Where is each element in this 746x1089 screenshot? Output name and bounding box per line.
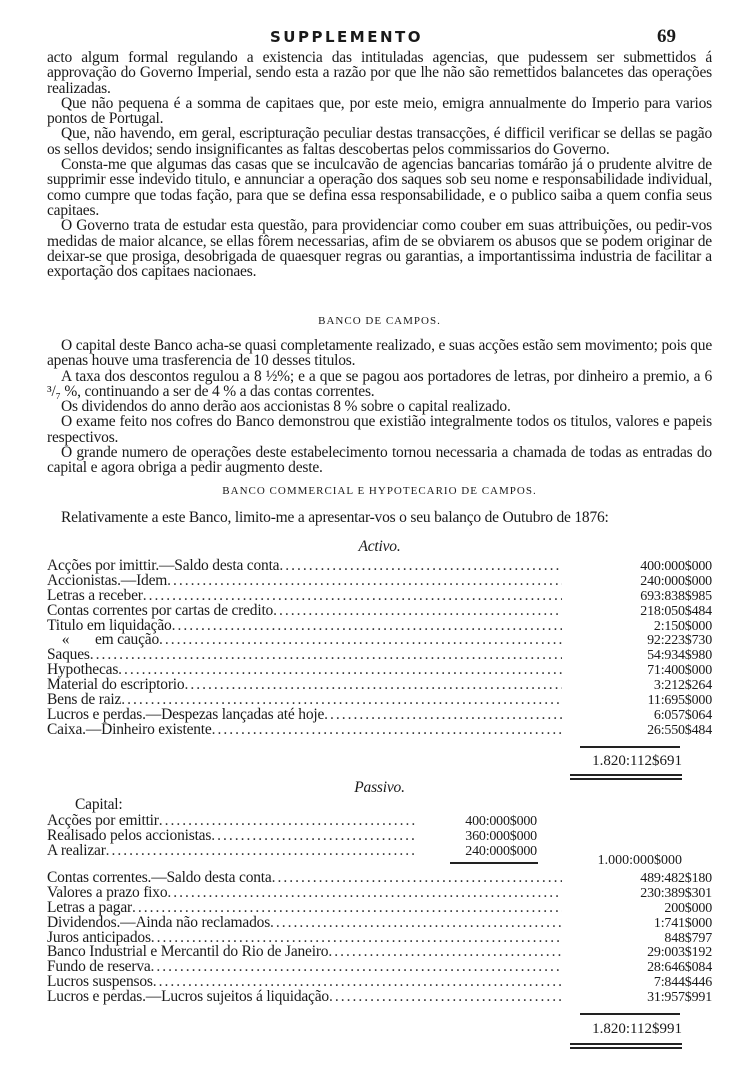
dot-leader (172, 618, 562, 633)
dot-leader (272, 870, 562, 885)
paragraph: Consta-me que algumas das casas que se inculcavão de agencias bancarias tomárão já o prudente alvitre de supprimir esse indevido titulo, e annunciar a operação dos saques sob seu nome e responsabilidade individual, como cumpre que todas fação, para que se defina essa responsabilidade, e o publico saiba a quem confia seus capitaes. (47, 156, 712, 219)
row-amount: 400:000$000 (465, 814, 537, 829)
row-label: Hypothecas (47, 661, 119, 679)
activo-total: 1.820:112$691 (592, 753, 682, 769)
table-row (47, 989, 712, 1004)
row-amount: 6:057$064 (653, 707, 712, 723)
dot-leader (118, 662, 562, 677)
row-label: Contas correntes por cartas de credito (47, 601, 274, 619)
dot-leader (184, 677, 562, 692)
row-label: Accionistas.—Idem (47, 571, 168, 589)
capital-subtotal-rule (450, 862, 538, 864)
table-row (47, 692, 712, 707)
row-amount: 26:550$484 (647, 722, 712, 738)
dot-leader (212, 722, 562, 737)
dot-leader (132, 900, 562, 915)
table-row (47, 944, 712, 959)
row-label: Valores a prazo fixo (47, 883, 168, 901)
table-row (47, 813, 537, 828)
table-row (47, 843, 537, 858)
table-row (47, 870, 712, 885)
table-row (47, 603, 712, 618)
page-header (0, 28, 746, 48)
activo-table (47, 558, 712, 737)
running-title: SUPPLEMENTO (270, 28, 423, 46)
row-amount: 31:957$991 (647, 990, 712, 1006)
row-label: Material do escriptorio (47, 676, 185, 694)
row-amount: 218:050$484 (640, 603, 712, 619)
paragraph: acto algum formal regulando a existencia das intituladas agencias, que pudessem ser submettidos á approvação do Governo Imperial, sendo esta a razão por que lhe não são remettidos balancetes das operações realizadas. (47, 49, 712, 97)
row-amount: 1:741$000 (653, 915, 712, 931)
total-double-rule (570, 1043, 682, 1049)
table-row (47, 959, 712, 974)
table-row (47, 558, 712, 573)
paragraph: O Governo trata de estudar esta questão, para providenciar como couber em suas attribuições, ou pedir-vos medidas de maior alcance, se ellas fôrem necessarias, afim de se obviarem os abusos que se podem originar de deixar-se que prosiga, desobrigada de quaesquer regras ou garantias, a importantissima industria de facilitar a exportação dos capitaes nacionaes. (47, 217, 712, 281)
dot-leader (329, 989, 562, 1004)
section-heading-banco-campos: BANCO DE CAMPOS. (318, 315, 441, 327)
row-amount: 693:838$985 (640, 588, 712, 604)
row-label: Caixa.—Dinheiro existente (47, 720, 212, 738)
dot-leader (106, 843, 417, 858)
passivo-title: Passivo. (354, 779, 405, 796)
table-row (47, 885, 712, 900)
dot-leader (151, 959, 562, 974)
paragraph: Os dividendos do anno derão aos accionistas 8 % sobre o capital realizado. (61, 398, 511, 416)
subtotal-rule (580, 746, 680, 748)
row-label: Bens de raiz (47, 691, 122, 709)
paragraph: O grande numero de operações deste estabelecimento tornou necessaria a chamada de todas as entradas do capital e agora obriga a pedir augmento deste. (47, 444, 712, 477)
row-amount: 54:934$980 (647, 648, 712, 664)
paragraph: A taxa dos descontos regulou a 8 ½%; e a que se pagou aos portadores de letras, por dinheiro a premio, a 6 ³/₇ %, continuando a ser de 4 % a das contas correntes. (47, 367, 712, 400)
row-label: « em caução (47, 631, 160, 649)
dot-leader (167, 885, 562, 900)
paragraph: Que, não havendo, em geral, escripturação peculiar destas transacções, é difficil verificar se dellas se pagão os sellos devidos; sendo insignificantes as faltas descobertas pelos commissarios do Governo. (47, 125, 712, 158)
row-label: Contas correntes.—Saldo desta conta (47, 869, 272, 886)
table-row (47, 618, 712, 633)
row-amount: 29:003$192 (647, 945, 712, 961)
intro-section (47, 50, 712, 279)
row-label: Dividendos.—Ainda não reclamados (47, 913, 271, 931)
dot-leader (159, 813, 417, 828)
row-amount: 71:400$000 (647, 663, 712, 679)
paragraph: O capital deste Banco acha-se quasi completamente realizado, e suas acções estão sem movimento; pois que apenas houve uma trasferencia de 10 desses titulos. (47, 337, 712, 370)
table-row (47, 722, 712, 737)
dot-leader (143, 588, 562, 603)
dot-leader (167, 573, 562, 588)
row-label: Acções por emittir (47, 812, 159, 829)
row-label: A realizar (47, 841, 106, 859)
table-row (47, 915, 712, 930)
row-amount: 92:223$730 (647, 633, 712, 649)
table-row (47, 662, 712, 677)
row-label: Juros anticipados (47, 928, 151, 946)
banco-commercial-intro (47, 510, 712, 525)
table-row (47, 573, 712, 588)
table-row (47, 677, 712, 692)
row-label: Fundo de reserva (47, 958, 151, 976)
passivo-table (47, 870, 712, 1004)
section-heading-banco-commercial: BANCO COMMERCIAL E HYPOTECARIO DE CAMPOS. (222, 485, 537, 497)
row-amount: 3:212$264 (653, 678, 712, 694)
row-amount: 28:646$084 (647, 960, 712, 976)
dot-leader (159, 632, 562, 647)
row-amount: 2:150$000 (653, 618, 712, 634)
table-row (47, 900, 712, 915)
dot-leader (328, 944, 562, 959)
subtotal-rule (580, 1013, 680, 1015)
row-amount: 200$000 (664, 900, 712, 916)
paragraph: O exame feito nos cofres do Banco demonstrou que existião integralmente todos os titulos, valores e papeis respectivos. (47, 413, 712, 446)
row-amount: 848$797 (664, 930, 712, 946)
row-label: Lucros e perdas.—Despezas lançadas até hoje (47, 705, 325, 723)
dot-leader (279, 558, 562, 573)
dot-leader (211, 828, 417, 843)
row-label: Saques (47, 646, 90, 664)
row-label: Letras a receber (47, 586, 143, 604)
row-amount: 489:482$180 (640, 871, 712, 886)
table-row (47, 930, 712, 945)
row-amount: 400:000$000 (640, 559, 712, 574)
row-amount: 360:000$000 (465, 828, 537, 844)
capital-table (47, 813, 537, 858)
table-row (47, 647, 712, 662)
banco-campos-section (47, 338, 712, 476)
table-row (47, 707, 712, 722)
dot-leader (90, 647, 562, 662)
row-amount: 230:389$301 (640, 885, 712, 901)
passivo-total: 1.820:112$991 (592, 1021, 682, 1037)
row-label: Letras a pagar (47, 898, 132, 916)
table-row (47, 588, 712, 603)
table-row (47, 828, 537, 843)
row-label: Banco Industrial e Mercantil do Rio de Janeiro (47, 943, 329, 961)
row-label: Realisado pelos accionistas (47, 826, 212, 844)
capital-label: Capital: (75, 796, 123, 813)
paragraph: Que não pequena é a somma de capitaes que, por este meio, emigra annualmente do Imperio para varios pontos de Portugal. (47, 94, 712, 128)
row-label: Acções por imittir.—Saldo desta conta (47, 557, 280, 574)
row-amount: 240:000$000 (465, 843, 537, 859)
page-number: 69 (657, 26, 676, 47)
capital-total: 1.000:000$000 (597, 853, 682, 868)
table-row (47, 632, 712, 647)
row-amount: 11:695$000 (647, 693, 712, 709)
row-label: Lucros suspensos (47, 973, 153, 991)
row-amount: 240:000$000 (640, 573, 712, 589)
paragraph: Relativamente a este Banco, limito-me a apresentar-vos o seu balanço de Outubro de 1876: (61, 509, 609, 526)
activo-title: Activo. (358, 538, 401, 555)
table-row (47, 974, 712, 989)
row-label: Titulo em liquidação (47, 616, 172, 634)
row-label: Lucros e perdas.—Lucros sujeitos á liquidação (47, 988, 329, 1006)
dot-leader (324, 707, 562, 722)
dot-leader (270, 915, 562, 930)
row-amount: 7:844$446 (653, 975, 712, 991)
dot-leader (273, 603, 562, 618)
